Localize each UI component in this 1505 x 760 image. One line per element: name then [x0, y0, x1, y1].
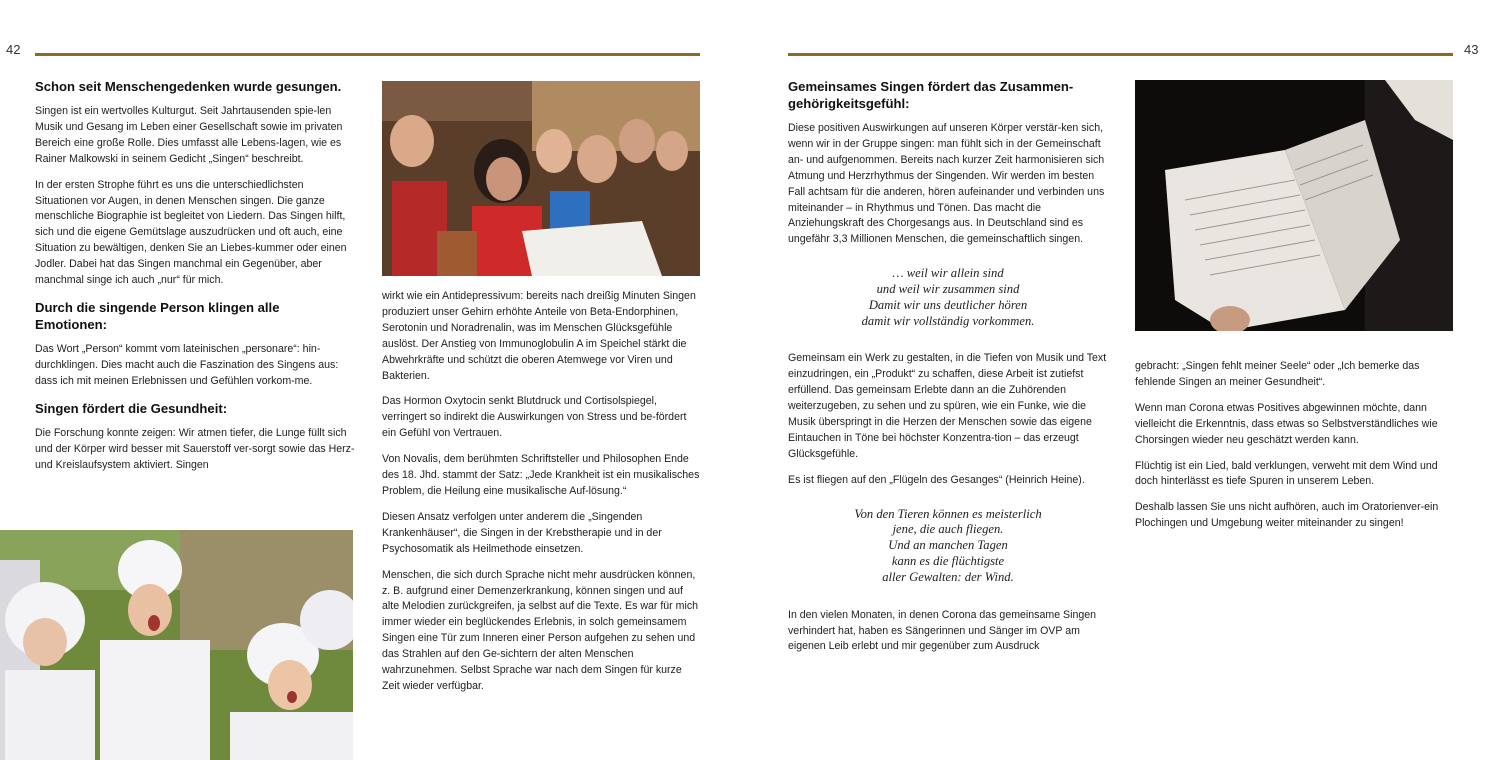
paragraph: Diese positiven Auswirkungen auf unseren Körper verstär-ken sich, wenn wir in der Gruppe singen: man fühlt sich in der Gemeinschaft an- und aufgenommen. Bereits nach kurzer Zeit harmonisieren sich Atmung und Herzrhythmus der Singenden. Wir werden im besten Fall achtsam für die anderen, hören aufeinander und verbinden uns miteinander – in Rhythmus und Tönen. Das macht die Anziehungskraft des Chorgesangs aus. In Deutschland sind es ungefähr 3,3 Millionen Menschen, die gemeinschaftlich singen. — [788, 122, 1105, 246]
paragraph: Flüchtig ist ein Lied, bald verklungen, verweht mit dem Wind und doch hinterlässt es tiefe Spuren in unserem Leben. — [1135, 459, 1438, 488]
heading-emotionen: Durch die singende Person klingen alle Emotionen: — [35, 299, 280, 332]
poem-quote-1 — [788, 266, 1108, 329]
poem-line: jene, die auch fliegen. — [892, 522, 1004, 537]
page-number-left: 42 — [6, 42, 21, 57]
poem-line: Damit wir uns deutlicher hören — [868, 297, 1028, 312]
heading-menschengedenken: Schon seit Menschengedenken wurde gesungen. — [35, 79, 342, 94]
poem-line: kann es die flüchtigste — [891, 554, 1005, 569]
left-page-column-2 — [382, 289, 700, 705]
paragraph: Es ist fliegen auf den „Flügeln des Gesanges“ (Heinrich Heine). — [788, 473, 1085, 486]
paragraph: Von Novalis, dem berühmten Schriftsteller und Philosophen Ende des 18. Jhd. stammt der Satz: „Jede Krankheit ist ein musikalisches Problem, die Heilung eine musikalische Auf-lösung.“ — [382, 453, 700, 497]
paragraph: Menschen, die sich durch Sprache nicht mehr ausdrücken können, z. B. aufgrund einer Demenzerkrankung, können singen und auf alte Melodien zurückgreifen, ja selbst auf die Texte. Es war für mich immer wieder ein beglückendes Erlebnis, in solch gemeinsamem Singen eine Tür zum Inneren einer Person aufgehen zu sehen und das Strahlen auf den Ge-sichtern der alten Menschen wahrzunehmen. Selbst Sprache war nach dem Singen für kurze Zeit wieder verfügbar. — [382, 568, 699, 692]
poem-quote-2 — [788, 507, 1108, 586]
poem-line: aller Gewalten: der Wind. — [882, 569, 1014, 584]
poem-line: und weil wir zusammen sind — [876, 282, 1020, 297]
paragraph: Singen ist ein wertvolles Kulturgut. Seit Jahrtausenden spie-len Musik und Gesang im Leben einer Gesellschaft sowie im privaten Bereich eine große Rolle. Dies umfasst alle Lebens-lagen, wie es Rainer Malkowski in seinem Gedicht „Singen“ beschreibt. — [35, 105, 343, 165]
choir-singers-photo — [382, 81, 700, 276]
header-rule-right — [788, 53, 1453, 56]
poem-line: Von den Tieren können es meisterlich — [854, 506, 1042, 521]
sheet-music-photo — [1135, 80, 1453, 331]
right-page-column-2 — [1135, 359, 1455, 542]
poem-line: … weil wir allein sind — [892, 266, 1004, 281]
paragraph: gebracht: „Singen fehlt meiner Seele“ oder „Ich bemerke das fehlende Singen an meiner Gesundheit“. — [1135, 360, 1420, 388]
poem-line: damit wir vollständig vorkommen. — [861, 313, 1035, 328]
children-singing-photo — [0, 530, 353, 760]
paragraph: Das Hormon Oxytocin senkt Blutdruck und Cortisolspiegel, verringert so indirekt die Auswirkungen von Stress und be-fördert ein Gefühl von Vertrauen. — [382, 395, 687, 440]
heading-gesundheit: Singen fördert die Gesundheit: — [35, 400, 228, 416]
paragraph: wirkt wie ein Antidepressivum: bereits nach dreißig Minuten Singen produziert unser Gehirn erhöhte Anteile von Beta-Endorphinen, Serotonin und Noradrenalin, was im Menschen Glücksgefühle auslöst. Der Anstieg von Immunoglobulin A im Speichel stärkt die Abwehrkräfte und schützt die oberen Atemwege vor Viren und Bakterien. — [382, 290, 696, 382]
paragraph: Das Wort „Person“ kommt vom lateinischen „personare“: hin-durchklingen. Dies macht auch die Faszination des Singens aus: dass ich mit meinen Erlebnissen und Gefühlen vorkom-me. — [35, 342, 339, 387]
paragraph: Diesen Ansatz verfolgen unter anderem die „Singenden Krankenhäuser“, die Singen in der Krebstherapie und in der Psychosomatik als Heilmethode einsetzen. — [382, 510, 662, 555]
paragraph: In den vielen Monaten, in denen Corona das gemeinsame Singen verhindert hat, haben es Sängerinnen und Sänger im OVP am eigenen Leib erlebt und mir gegenüber zum Ausdruck — [788, 608, 1097, 653]
paragraph: Deshalb lassen Sie uns nicht aufhören, auch im Oratorienver-ein Plochingen und Umgebung weiter miteinander zu singen! — [1135, 501, 1439, 530]
paragraph: Die Forschung konnte zeigen: Wir atmen tiefer, die Lunge füllt sich und der Körper wird besser mit Sauerstoff ver-sorgt sowie das Herz- und Kreislaufsystem aktiviert. Singen — [35, 426, 355, 471]
left-page-column-1 — [35, 78, 355, 483]
right-page-column-1 — [788, 78, 1108, 665]
paragraph: Gemeinsam ein Werk zu gestalten, in die Tiefen von Musik und Text einzudringen, ein „Produkt“ zu schaffen, diese Arbeit ist zutiefst erfüllend. Das gemeinsam Erlebte dann an die Zuhörenden weiterzugeben, zu sehen und zu spüren, wie ein Funke, wie die Musik überspringt in die Herzen der Menschen sowie das eigene Eintauchen in Töne bei höchster Konzentra-tion – das erzeugt Glücksgefühle. — [788, 352, 1107, 460]
heading-zusammengehoerigkeit: Gemeinsames Singen fördert das Zusammen-gehörigkeitsgefühl: — [788, 79, 1074, 111]
page-number-right: 43 — [1464, 42, 1479, 57]
paragraph: In der ersten Strophe führt es uns die unterschiedlichsten Situationen vor Augen, in denen Menschen singen. Die ganze menschliche Biographie ist begleitet von Liedern. Das Singen hilft, sich und die eigene Gemütslage auszudrücken und oft auch, eine Situation zu bewältigen, denken Sie an Liebes-kummer oder einen Jodler. Dabei hat das Singen manchmal ein Gegenüber, aber manchmal singe ich auch „nur“ für mich. — [35, 178, 347, 287]
header-rule-left — [35, 53, 700, 56]
poem-line: Und an manchen Tagen — [888, 538, 1008, 553]
paragraph: Wenn man Corona etwas Positives abgewinnen möchte, dann vielleicht die Erkenntnis, dass etwas so Selbstverständliches wie Chorsingen wieder neu geschätzt werden kann. — [1135, 401, 1438, 446]
